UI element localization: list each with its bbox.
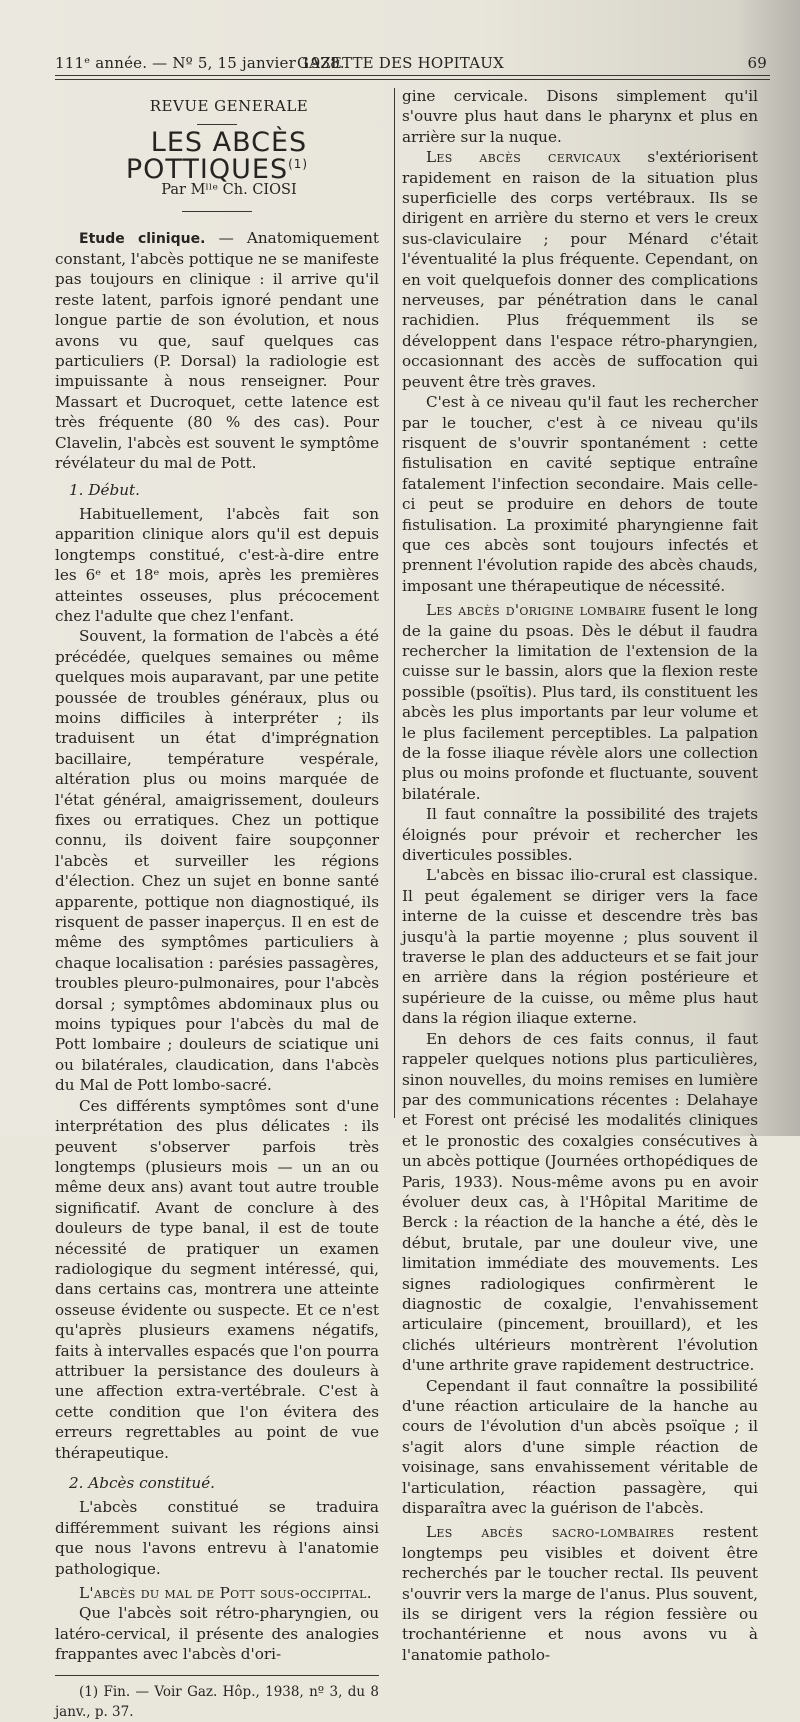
footnote-rule — [55, 1675, 379, 1676]
article-author: Par Mˡˡᵉ Ch. CIOSI — [161, 182, 297, 199]
paragraph: Les abcès cervicaux s'extériorisent rapidement en raison de la situation plus superficielle des corps vertébraux. Ils se dirigent en arrière du sterno et vers le creux sus-claviculaire ; pour Ménard c'était l'éventualité la plus fréquente. Cependant, on en voit quelquefois donner des complications nerveuses, par pénétration dans le canal rachidien. Plus fréquemment ils se développent dans l'espace rétro-pharyngien, occasionnant des accès de suffocation qui peuvent être très graves. — [402, 148, 758, 391]
paragraph: Etude clinique. — Anatomiquement constant, l'abcès pottique ne se manifeste pas toujours en clinique : il arrive qu'il reste latent, parfois ignoré pendant une longue partie de son évolution, et nous avons vu que, sauf quelques cas particuliers (P. Dorsal) la radiologie est impuissante à nous renseigner. Pour Massart et Ducroquet, cette latence est très fréquente (80 % des cas). Pour Clavelin, l'abcès est souvent le symptôme révélateur du mal de Pott. — [55, 228, 380, 473]
paragraph: En dehors de ces faits connus, il faut rappeler quelques notions plus particulières, sinon nouvelles, du moins remises en lumière par des communications récentes : Delahaye et Forest ont précisé les modalités cliniques et le pronostic des coxalgies consécutives à un abcès pottique (Journées orthopédiques de Paris, 1933). Nous-même avons pu en avoir évoluer deux cas, à l'Hôpital Maritime de Berck : la réaction de la hanche a été, dès le début, brutale, par une douleur vive, une limitation immédiate des mouvements. Les signes radiologiques confirmèrent le diagnostic de coxalgie, l'envahissement articulaire (pincement, brouillard), et les clichés ultérieurs montrèrent l'évolution d'une arthrite grave rapidement destructrice. — [402, 1029, 758, 1375]
paragraph: Cependant il faut connaître la possibilité d'une réaction articulaire de la hanche au cours de l'évolution d'un abcès psoïque ; il s'agit alors d'une simple réaction de voisinage, sans envahissement véritable de l'articulation, réaction passagère, qui disparaîtra avec la guérison de l'abcès. — [402, 1376, 758, 1518]
paragraph: Souvent, la formation de l'abcès a été précédée, quelques semaines ou même quelques mois auparavant, par une petite poussée de troubles généraux, plus ou moins difficiles à interpréter ; ils traduisent un état d'imprégnation bacillaire, température vespérale, altération plus ou moins marquée de l'état général, amaigrissement, douleurs fixes ou erratiques. Chez un pottique connu, ils doivent faire soupçonner l'abcès et surveiller les régions d'élection. Chez un sujet en bonne santé apparente, pottique non diagnostiqué, ils risquent de passer inaperçus. Il en est de même des symptômes particuliers à chaque localisation : parésies passagères, troubles pleuro-pulmonaires, pour l'abcès dorsal ; symptômes abdominaux plus ou moins typiques pour l'abcès du mal de Pott lombaire ; douleurs de sciatique uni ou bilatérales, claudication, dans l'abcès du Mal de Pott lombo-sacré. — [55, 627, 379, 1095]
page-number: 69 — [747, 54, 767, 72]
smallcaps-lead: Les abcès d'origine lombaire — [426, 601, 647, 620]
article-title: LES ABCÈS POTTIQUES$^{(1)}$ — [125, 127, 309, 185]
lead-heading: Etude clinique. — [79, 230, 206, 247]
subsection-heading: 2. Abcès constitué. — [69, 1474, 216, 1492]
header-rule-bottom — [55, 79, 770, 80]
title-footnote-mark: (1) — [288, 156, 309, 171]
smallcaps-heading: L'abcès du mal de Pott sous-occipital. — [79, 1584, 372, 1603]
issue-info: 111ᵉ année. — Nº 5, 15 janvier 1938. — [55, 54, 345, 72]
journal-title: GAZETTE DES HOPITAUX — [297, 54, 504, 72]
paragraph: Habituellement, l'abcès fait son apparition clinique alors qu'il est depuis longtemps constitué, c'est-à-dire entre les 6ᵉ et 18ᵉ mois, après les premières atteintes osseuses, plus précocement chez l'adulte que chez l'enfant. — [55, 504, 379, 625]
footnote: (1) Fin. — Voir Gaz. Hôp., 1938, nº 3, du 8 janv., p. 37. — [55, 1683, 379, 1721]
header-rule-top — [55, 75, 770, 76]
paragraph: Que l'abcès soit rétro-pharyngien, ou latéro-cervical, il présente des analogies frappantes avec l'abcès d'ori- — [55, 1604, 379, 1664]
author-rule — [182, 211, 252, 212]
column-separator — [394, 88, 395, 1118]
section-rule — [197, 124, 237, 125]
paragraph: gine cervicale. Disons simplement qu'il s'ouvre plus haut dans le pharynx et plus en arrière sur la nuque. — [402, 87, 758, 146]
running-header — [55, 54, 767, 72]
paragraph: Ces différents symptômes sont d'une interprétation des plus délicates : ils peuvent s'observer parfois très longtemps (plusieurs mois — un an ou même deux ans) avant tout autre trouble significatif. Avant de conclure à des douleurs de type banal, il est de toute nécessité de pratiquer un examen radiologique du segment intéressé, qui, dans certains cas, montrera une atteinte osseuse évidente ou suspecte. Et ce n'est qu'après plusieurs examens négatifs, faits à intervalles espacés que l'on pourra attribuer la persistance des douleurs à une affection extra-vertébrale. C'est à cette condition que l'on évitera des erreurs regrettables au point de vue thérapeutique. — [55, 1096, 379, 1462]
paragraph: Les abcès sacro-lombaires restent longtemps peu visibles et doivent être recherchés par le toucher rectal. Ils peuvent s'ouvrir vers la marge de l'anus. Plus souvent, ils se dirigent vers la région fessière ou trochantérienne et nous avons vu à l'anatomie patholo- — [402, 1523, 758, 1664]
smallcaps-lead: Les abcès sacro-lombaires — [426, 1523, 675, 1542]
left-column — [55, 96, 379, 1722]
paragraph: L'abcès en bissac ilio-crural est classique. Il peut également se diriger vers la face interne de la cuisse et descendre très bas jusqu'à la partie moyenne ; plus souvent il traverse le plan des adducteurs et se fait jour en arrière dans la région postérieure et supérieure de la cuisse, ou même plus haut dans la région iliaque externe. — [402, 866, 758, 1028]
subsection-heading: 1. Début. — [69, 480, 140, 499]
section-heading: REVUE GENERALE — [149, 97, 309, 115]
smallcaps-lead: Les abcès cervicaux — [426, 148, 621, 167]
right-column — [402, 86, 758, 1665]
paragraph: Il faut connaître la possibilité des trajets éloignés pour prévoir et rechercher les diverticules possibles. — [402, 805, 758, 865]
paragraph: L'abcès constitué se traduira différemment suivant les régions ainsi que nous l'avons entrevu à l'anatomie pathologique. — [55, 1498, 379, 1578]
paragraph: Les abcès d'origine lombaire fusent le long de la gaine du psoas. Dès le début il faudra rechercher la limitation de l'extension de la cuisse sur le bassin, alors que la flexion reste possible (psoïtis). Plus tard, ils constituent les abcès les plus importants par leur volume et le plus facilement perceptibles. La palpation de la fosse iliaque révèle alors une collection plus ou moins profonde et fluctuante, souvent bilatérale. — [402, 601, 758, 803]
paragraph: C'est à ce niveau qu'il faut les rechercher par le toucher, c'est à ce niveau qu'ils risquent de s'ouvrir spontanément : cette fistulisation en cavité septique entraîne fatalement l'infection secondaire. Mais celle-ci peut se produire en dehors de toute fistulisation. La proximité pharyngienne fait que ces abcès sont toujours infectés et prennent l'évolution rapide des abcès chauds, imposant une thérapeutique de nécessité. — [402, 393, 758, 595]
